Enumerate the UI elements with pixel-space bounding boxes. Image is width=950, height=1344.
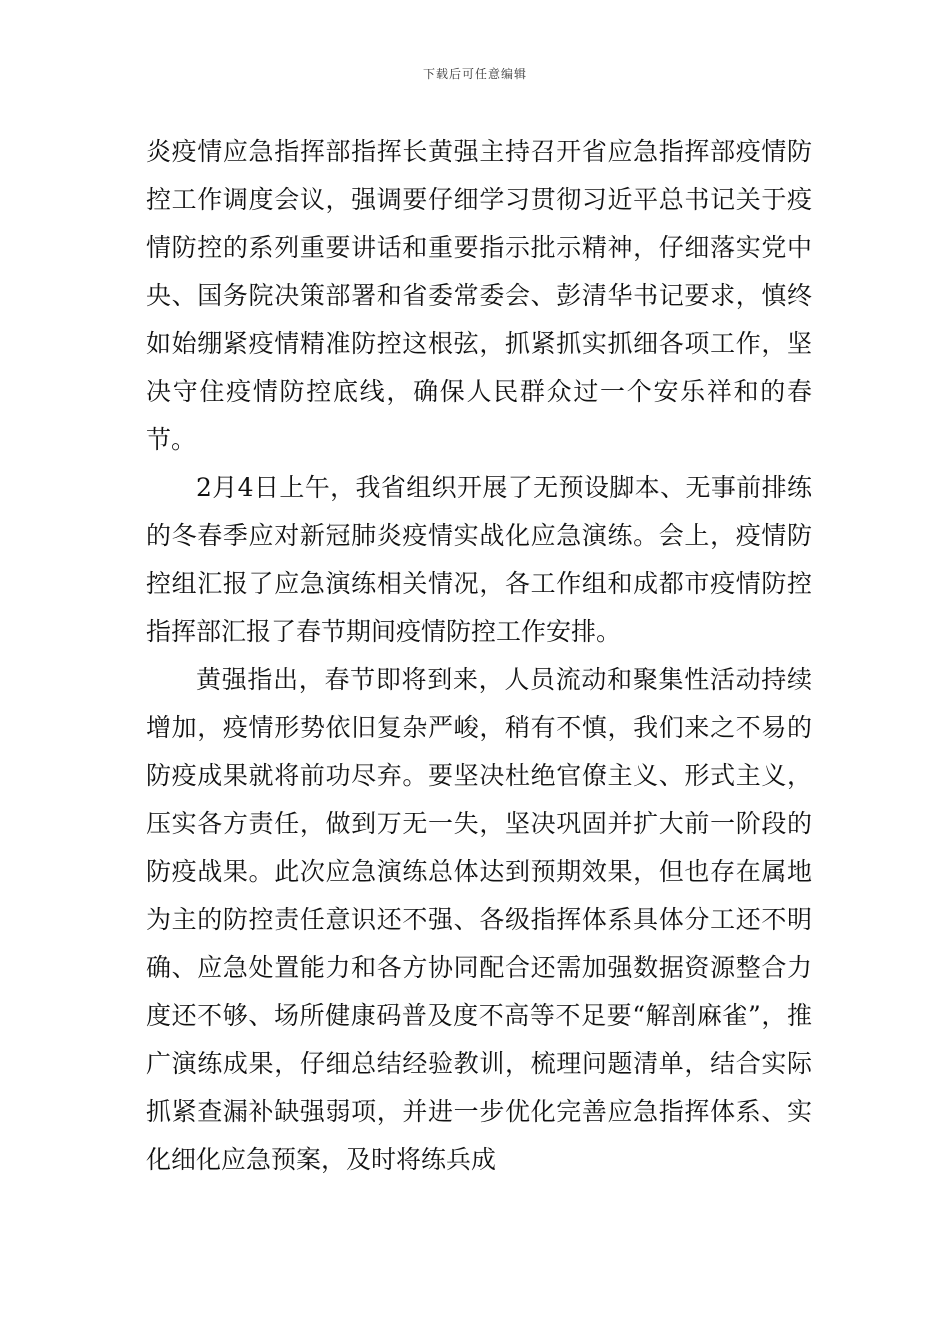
paragraph: 炎疫情应急指挥部指挥长黄强主持召开省应急指挥部疫情防控工作调度会议，强调要仔细学习贯彻习近平总书记关于疫情防控的系列重要讲话和重要指示批示精神，仔细落实党中央、国务院决策部署和省委常委会、彭清华书记要求，慎终如始绷紧疫情精准防控这根弦，抓紧抓实抓细各项工作，坚决守住疫情防控底线，确保人民群众过一个安乐祥和的春节。 [146,137,812,454]
page-header: 下载后可任意编辑 [422,67,527,81]
paragraph: 2月4日上午，我省组织开展了无预设脚本、无事前排练的冬春季应对新冠肺炎疫情实战化应急演练。会上，疫情防控组汇报了应急演练相关情况，各工作组和成都市疫情防控指挥部汇报了春节期间疫情防控工作安排。 [146,473,812,646]
document-body [146,128,812,1184]
paragraph: 黄强指出，春节即将到来，人员流动和聚集性活动持续增加，疫情形势依旧复杂严峻，稍有不慎，我们来之不易的防疫成果就将前功尽弃。要坚决杜绝官僚主义、形式主义，压实各方责任，做到万无一失，坚决巩固并扩大前一阶段的防疫战果。此次应急演练总体达到预期效果，但也存在属地为主的防控责任意识还不强、各级指挥体系具体分工还不明确、应急处置能力和各方协同配合还需加强数据资源整合力度还不够、场所健康码普及度不高等不足要“解剖麻雀”，推广演练成果，仔细总结经验教训，梳理问题清单，结合实际抓紧查漏补缺强弱项，并进一步优化完善应急指挥体系、实化细化应急预案，及时将练兵成 [146,665,812,1174]
